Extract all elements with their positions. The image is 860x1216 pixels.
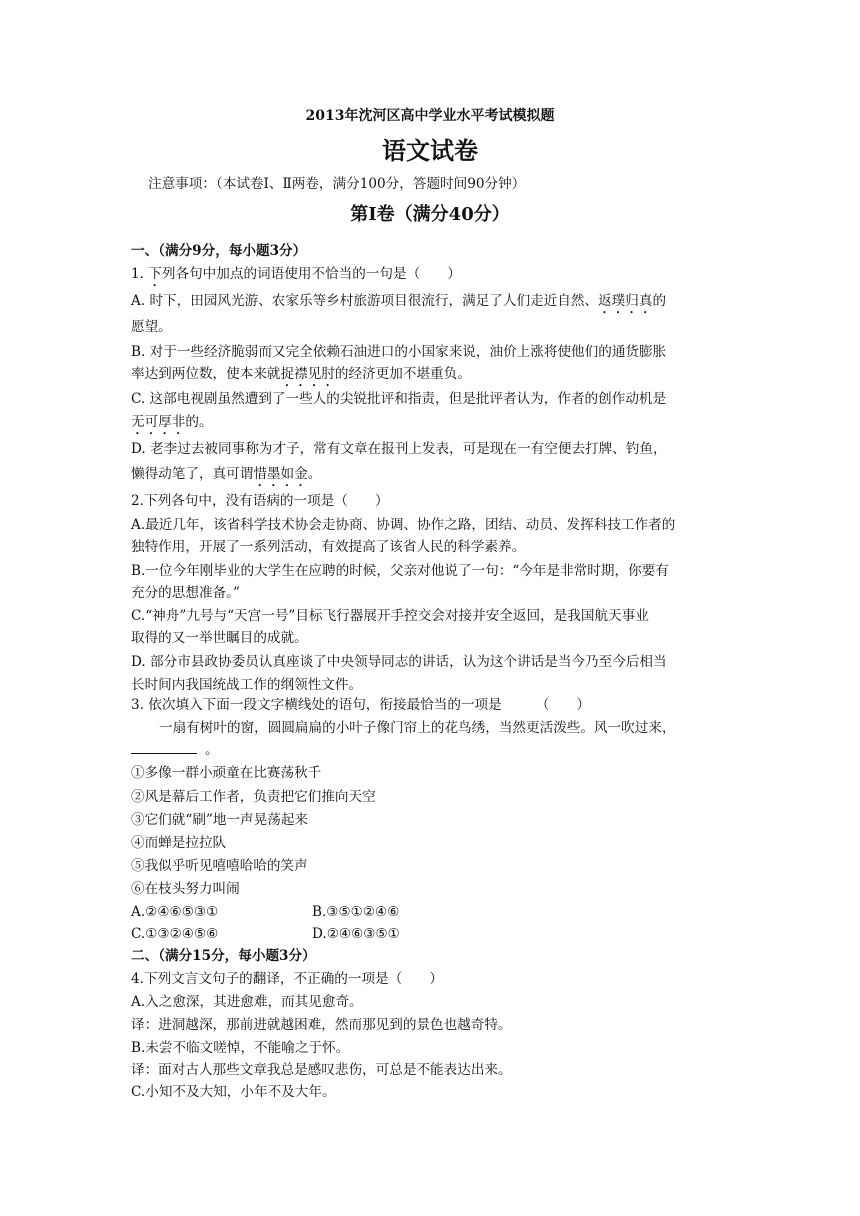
q2-option-d: D. 部分市县政协委员认真座谈了中央领导同志的讲话，认为这个讲话是当今乃至今后相当 (131, 654, 667, 670)
q2-option-b: B.一位今年刚毕业的大学生在应聘的时候，父亲对他说了一句：“今年是非常时期，你要有 (131, 563, 669, 579)
q3-item-4: ④而蝉是拉拉队 (131, 835, 227, 851)
q2-stem: 2.下列各句中，没有语病的一项是（ ） (131, 493, 389, 509)
q2-option-a-cont: 独特作用，开展了一系列活动，有效提高了该省人民的科学素养。 (131, 539, 526, 555)
q3-option-c: C.①③②④⑤⑥ (131, 926, 219, 942)
q3-item-2: ②风是幕后工作者，负责把它们推向天空 (131, 789, 376, 805)
q3-option-d: D.②④⑥③⑤① (312, 926, 400, 942)
q3-option-a: A.②④⑥⑤③① (131, 904, 219, 920)
fill-blank (131, 743, 197, 754)
q4-stem: 4.下列文言文句子的翻译，不正确的一项是（ ） (131, 971, 444, 987)
q1-b-dotted: 捉襟见肘 (280, 366, 335, 382)
q1-dotted-char: 下 (148, 266, 162, 282)
q3-blank-line: 。 (131, 741, 731, 759)
q4-option-a: A.入之愈深，其进愈难，而其见愈奇。 (131, 994, 363, 1010)
q3-passage: 一扇有树叶的窗，圆圆扁扁的小叶子像门帘上的花鸟绣，当然更活泼些。风一吹过来， (159, 720, 676, 736)
q4-option-a-translation: 译：进洞越深，那前进就越困难，然而那见到的景色也越奇特。 (131, 1017, 512, 1033)
exam-subtitle: 2013年沈河区高中学业水平考试模拟题 (305, 108, 555, 124)
q1-option-a: A. 时下，田园风光游、农家乐等乡村旅游项目很流行，满足了人们走近自然、返璞归真的 (131, 293, 667, 309)
q2-option-a: A.最近几年，该省科学技术协会走协商、协调、协作之路，团结、动员、发挥科技工作者的 (131, 517, 676, 533)
q3-option-b: B.③⑤①②④⑥ (312, 904, 400, 920)
q1-option-b-cont: 率达到两位数，使本来就捉襟见肘的经济更加不堪重负。 (131, 366, 471, 382)
part1-heading: 一、（满分9分，每小题3分） (131, 243, 307, 259)
q2-option-d-cont: 长时间内我国统战工作的纲领性文件。 (131, 677, 363, 693)
q1-a-dotted: 返璞归真 (598, 293, 653, 309)
q3-item-3: ③它们就“刷”地一声晃荡起来 (131, 812, 309, 828)
q1-option-d: D. 老李过去被同事称为才子，常有文章在报刊上发表，可是现在一有空便去打牌、钓鱼， (131, 441, 667, 457)
q2-option-b-cont: 充分的思想准备。” (131, 585, 240, 601)
q1-d-dotted: 惜墨如金 (253, 466, 308, 482)
q1-option-d-cont: 懒得动笔了，真可谓惜墨如金。 (131, 466, 322, 482)
part2-heading: 二、（满分15分，每小题3分） (131, 948, 316, 964)
q3-item-5: ⑤我似乎听见嘻嘻哈哈的笑声 (131, 858, 308, 874)
section-title: 第Ⅰ卷（满分40分） (350, 204, 510, 225)
exam-notice: 注意事项：（本试卷Ⅰ、Ⅱ两卷，满分100分，答题时间90分钟） (148, 176, 526, 192)
q1-c-dotted: 无可厚非 (131, 414, 186, 430)
q4-option-b: B.未尝不临文嗟悼，不能喻之于怀。 (131, 1040, 350, 1056)
q1-option-c: C. 这部电视剧虽然遭到了一些人的尖锐批评和指责，但是批评者认为，作者的创作动机是 (131, 391, 667, 407)
q4-option-c: C.小知不及大知，小年不及大年。 (131, 1084, 336, 1100)
q3-item-6: ⑥在枝头努力叫闹 (131, 881, 240, 897)
q3-item-1: ①多像一群小顽童在比赛荡秋千 (131, 765, 322, 781)
q1-option-b: B. 对于一些经济脆弱而又完全依赖石油进口的小国家来说，油价上涨将使他们的通货膨胀 (131, 344, 667, 360)
q3-stem: 3. 依次填入下面一段文字横线处的语句，衔接最恰当的一项是 （ ） (131, 697, 591, 713)
q1-option-c-cont: 无可厚非的。 (131, 414, 213, 430)
q3-options-row2 (131, 925, 731, 943)
q1-stem: 1. 下列各句中加点的词语使用不恰当的一句是（ ） (131, 266, 461, 282)
q1-option-a-cont: 愿望。 (131, 319, 172, 335)
q2-option-c: C.“神舟”九号与“天宫一号”目标飞行器展开手控交会对接并安全返回，是我国航天事业 (131, 608, 649, 624)
q4-option-b-translation: 译：面对古人那些文章我总是感叹悲伤，可总是不能表达出来。 (131, 1062, 512, 1078)
q2-option-c-cont: 取得的又一举世瞩目的成就。 (131, 630, 308, 646)
q3-options-row1 (131, 903, 731, 921)
exam-title: 语文试卷 (382, 136, 478, 165)
